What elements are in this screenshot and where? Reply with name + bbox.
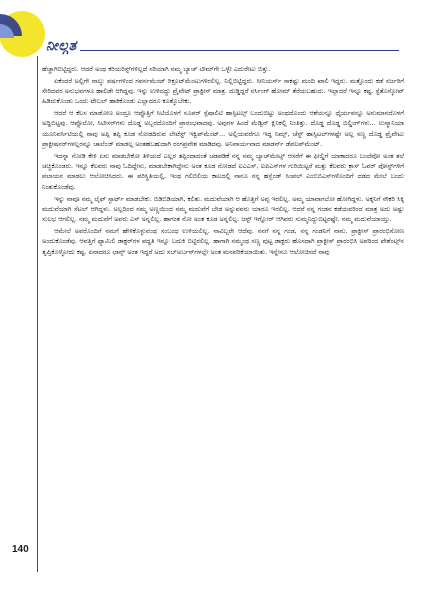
gutter-divider: [37, 56, 38, 572]
paragraph: ಏಕೆಂದರೆ ಅಲ್ಲಿಗೇ ನಾಲ್ಕು ವರ್ಷಗಳಿಂದ ಗವರ್ನಮೆಂಟ್ ರಿಕ್ರೂಟ್‌ಮೆಂಟುಗಳಿರಲಿಲ್ಲ. ನಿಲ್ಲಿಬಿಟ್ಟಿದ್ದರು. ಸೀನಿಯರ್ಸ್ ಸಾಕಷ್ಟು ಮಂದಿ ಖಾಲಿ ಇದ್ದರು. ಮತ್ತೊಂದು ಕಡೆ ಸರ್ಜರಿಗೆ ಸೇರಿದವರ ಅನುಭವಗಳೂ ಹಾಲಿಡೇ ಆಗಿದ್ದವು. ಇನ್ನು ಉಳಿದದ್ದು ಪ್ರೈವೇಟ್ ಪ್ರಾಕ್ಟೀಸ್ ಮಾತ್ರ. ದುಡ್ಡಿದ್ದರೆ ನರ್ಸಿಂಗ್ ಹೋಮ್ ತೆರೆಯಬಹುದು. ಇಲ್ಲಾದರೆ ಇನ್ನೂ ಕಷ್ಟ. ಸ್ಟೆತೊಸ್ಕೋಪ್ ಹಿಡಿದುಕೊಂಡು ಒಂದು ಟೇಬಲ್ ಹಾಕಿಕೊಂಡು ಎಲ್ಲಾದರೂ ಕೂತ್ಕೊಬೇಕು.: [42, 76, 404, 106]
body-text: [42, 64, 404, 258]
paragraph: ಇನ್ನು ನಾವೂ ನಮ್ಮ ಲೈಫ್ ಸ್ಟಾರ್ಟ್ ಮಾಡಬೇಕು. ಬಿಡಿಬಿಡಿಯಾಗಿ, ಕಲಿತು. ಮದುವೆಯಾಗಿ ಆ ಹೊತ್ತಿಗೆ ಅಪ್ಪ ಇರಲಿಲ್ಲ. ಅಮ್ಮ ಯಾವಾಗಲೋ ಹೋಗಿದ್ದಳು. ಅಕ್ಕನಿಗೆ ನೌಕರಿ ಸಿಕ್ಕಿ ಮದುವೆಯಾಗಿ ಸೆಟಲ್ ಆಗಿದ್ದಳು. ಅಲ್ಲದಿಂದ ನಮ್ಮ ಅಣ್ಣಯಿಂದ ನಮ್ಮ ಮದುವೆಗೆ ಬೇಡ ಅನ್ನುವವರು ಯಾರೂ ಇರಲಿಲ್ಲ. ಆದರೆ ನನ್ನ ಗಂಡನ ಕಡೆಯವರಿಂದ ಮಾತ್ರ ಅದು ಅಷ್ಟು ಸುಲಭ ಆಗಲಿಲ್ಲ. ನಮ್ಮ ಮದುವೆಗೆ ಅವರು ಎಸ್ ಅನ್ನಲಿಲ್ಲ. ಹಾಗಂತ ನೋ ಅಂತ ಕೂಡ ಅನ್ನಲಿಲ್ಲ. ಜಸ್ಟ್ ಇಗ್ನೋರ್ ಆಗಿವರು ಸುಮ್ಮನಿದ್ದುಬಿಟ್ಟರಷ್ಟೇ. ನಮ್ಮ ಮದುವೆಯಾಯ್ತು.: [42, 194, 404, 224]
paragraph: ಆಮೇಲೆ ಅವರೊಂದಿಗೆ ನಮಗೆ ಹೇಳಿಕೊಳ್ಳುವಂಥ ಸಂಬಂಧ ಉಳಿಯಲಿಲ್ಲ. ನಾವಿಬ್ಬರೇ ಆದೆವು. ನನಗೆ ನನ್ನ ಗಂಡ, ನನ್ನ ಗಂಡನಿಗೆ ನಾನು. ಪ್ರಾಕ್ಟೀಸ್ ಪ್ರಾರಂಭಿಸೋಣ ಅಂದುಕೊಂಡೆವು. ಆವತ್ತಿಗೆ ಫ್ಯಾಮಿಲಿ ಡಾಕ್ಟರ್‌ಗಳ ಪದ್ಧತಿ ಇನ್ನೂ ಬದುಕಿ ಬಿಟ್ಟಿರಲಿಲ್ಲ. ಹಾಗಾಗಿ ನಮ್ಮಂಥ ಸಣ್ಣ ಪುಟ್ಟ ಡಾಕ್ಟರು ಹೊಸದಾಗಿ ಪ್ರಾಕ್ಟೀಸ್ ಪ್ರಾರಂಭಿಸಿ ಅವರಿಂದ ಪೇಶೆಂಟ್ಸ್‌ನ ತೃಪ್ತಿಕೊಳ್ಳೋದು ಕಷ್ಟ. ಏನಾದರೂ ಛಾನ್ಸ್ ಅಂತ ಇದ್ದರೆ ಅದು ಸಬ್‌ಅರ್ಬನ್‌ಗಳಲ್ಲೇ ಅಂತ ಮನವರಿಕೆಯಾಯಿತು. ಇನ್ನೇನೂ ಆಲೋಚಿಸದೆ ನಾವು: [42, 226, 404, 256]
paragraph: ಇದನ್ನಾ ನೋಡಿ ಕೇಳಿ ಏನು ಮಾಡಬೇಕೋ ತಿಳಿಯದೆ ಎಲ್ಲರ ತಪ್ಪಿಂದಾದಂತೆ ಚಡಪಡಿಕೆ ನನ್ನ ನಮ್ಮ ಬ್ಯಾಚ್‌ಮೇಟ್ಸ್ ಆಸರೆಗೆ ಈ ಫೀಲ್ಡಿಗೆ ಯಾಕಾದರೂ ಬಂದೆವೋ ಅಂತ ತಲೆ ಚಚ್ಚಿಕೊಂಡರು. ಇನ್ನೂ ಕೆಲವರು ನಾವು ಓದಿದ್ದೇನು, ಮಾಡಬೇಕಾಗಿದ್ದೇನು ಅಂತ ಕೂಡ ನೋಡದೆ ಐಎಎಸ್, ಐಪಿಎಸ್‌ಗಳ ಗುರಿಯಿಟ್ಟರೆ ಮತ್ತು ಕೆಲವರು ಕ್ರಾಸ್ ಓವರ್ ಪೋಸ್ಟ್‌ಗಳಿಗೆ ಪಲಾಯನ ಮಾಡಲು ಆಲೋಚಿಸಿದರು. ಈ ಪರಿಸ್ಥಿತಿಯಲ್ಲಿ, ಇಂಥ ಗಲಿಬಿಲಿಯ ಕಾಲದಲ್ಲಿ ನಾನೂ ನನ್ನ ಹಸ್ಬೆಂಡ್ ಸಿಂಪಲ್ ಎಂಬಿಬಿಎಸ್‌ಗಳೊಂದಿಗೆ ದಡದ ಮೇಲೆ ಬಂದು ನಿಂತುಕೊಂಡೆವು.: [42, 151, 404, 191]
header-divider: [80, 50, 399, 51]
paragraph: ಆದರೆ ಆ ಕೆಲಸ ಮಾಡೋಣ ಅಂದ್ರೂ ಆಪ್ಪೊತ್ತಿಗೆ ಸಿಟಿಯೊಳಗೆ ಸೂಪರ್ ಸ್ಪೆಷಾಲಿಟಿ ಹಾಸ್ಪಿಟಲ್ಸ್ ಬಂದುಬಿಟ್ಟು ಅಂಥದೊಂದು ಆಶೆಯನ್ನೂ ಧೈರ್ಯವನ್ನೂ ಅನುಮಾನದೊಳಗೆ ಅದ್ದಿಬಿಟ್ಟವು. ಆಪ್ಪೊಲೋ, ಸಿಟೀಸರ್‌ಗಳು ದೊಡ್ಡ ಅಬ್ಬರದೊಂದಿಗೆ ಪ್ರಾರಂಭವಾದವು. ಅವುಗಳ ಹಿಂದೆ ಮೆಡ್ವಿನ್ ಕ್ಲಿನಿಕಲ್ಲಿ ನಿಂತಿತ್ತು. ದೊಡ್ಡ ದೊಡ್ಡ ಬಿಲ್ಡಿಂಗ್‌ಗಳು... ಉಸ್ಮಾನಿಯಾ ಯೂನಿವರ್ಸಿಟಿಯಲ್ಲಿ ನಾವು ಅಪ್ಪಿ ತಪ್ಪಿ ಕೂಡ ನೋಡದಿರುವ ಲೇಟೆಸ್ಟ್ ಇಕ್ವಿಪ್‌ಮೆಂಟ್... ಅಲ್ಲಿಯವರೆಗೂ ಇದ್ದ ನಿಮ್ಸ್, ಚೆಸ್ಟ್ ಹಾಸ್ಪಿಟಲ್‌ಗಳಷ್ಟೇ ಅಲ್ಲ ಸಣ್ಣ ದೊಡ್ಡ ಪ್ರೈವೇಟು ಪ್ರಾಕ್ಟೀಷನರ್‌ಗಳಲ್ಲರನ್ನೂ ಚಾಲೆಂಜ್ ಮಾಡಲ್ಲ ಅಂತಹಬಹುದಾಗಿ ರಂಗಪ್ರವೇಶ ಮಾಡಿದವು. ಅನಿವಾರ್ಯವಾದ ಮಾಡರ್ನ್ ಡೆವಲಪ್‌ಮೆಂಟ್.: [42, 109, 404, 149]
paragraph: ಹೆಚ್ಚಾಗಿಬಿಟ್ಟಿದ್ದರು. ಆದರೆ ಅಂಥ ಕರಿಯರಿಸ್ಟ್‌ಗಳಿಲ್ಲದೆ ಸರಿಯಾಗಿ ನಮ್ಮ ಬ್ಯಾಚ್ ಟೀಮ್‌ಗೇ ಒಳ್ಳೇ ಎದುರೇಟು ಬಿತ್ತು.: [42, 65, 271, 73]
page-number: 140: [12, 544, 29, 555]
header-title: ನೀಲ್ಗತ: [46, 38, 77, 54]
